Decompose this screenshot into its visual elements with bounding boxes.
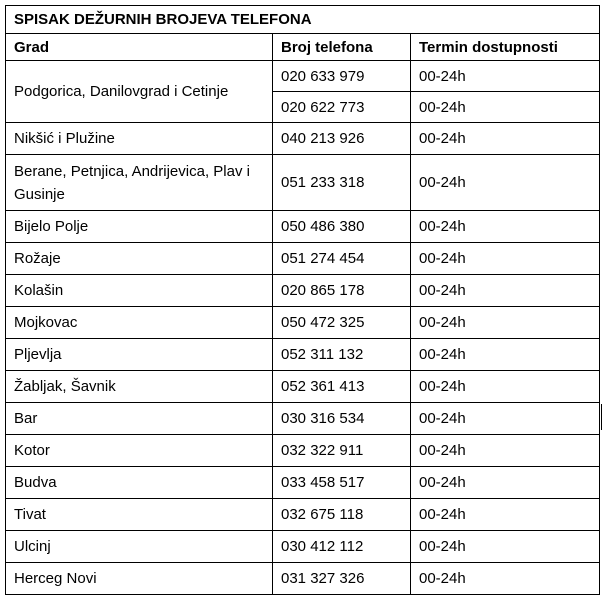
cell-city: Pljevlja — [6, 339, 273, 371]
cell-city: Podgorica, Danilovgrad i Cetinje — [6, 61, 273, 123]
header-row — [6, 34, 600, 61]
table-row — [6, 531, 600, 563]
cell-phone: 032 675 118 — [273, 499, 411, 531]
cell-hours: 00-24h — [411, 563, 600, 595]
table-row — [6, 243, 600, 275]
cell-city: Herceg Novi — [6, 563, 273, 595]
edge-divider — [601, 404, 602, 430]
cell-city: Nikšić i Plužine — [6, 123, 273, 155]
cell-city: Budva — [6, 467, 273, 499]
cell-phone: 052 311 132 — [273, 339, 411, 371]
table-row — [6, 403, 600, 435]
cell-city: Bar — [6, 403, 273, 435]
header-phone: Broj telefona — [273, 34, 411, 61]
cell-hours: 00-24h — [411, 61, 600, 92]
cell-city: Ulcinj — [6, 531, 273, 563]
cell-city: Bijelo Polje — [6, 211, 273, 243]
header-city: Grad — [6, 34, 273, 61]
cell-phone: 020 622 773 — [273, 92, 411, 123]
cell-city: Žabljak, Šavnik — [6, 371, 273, 403]
table-row — [6, 123, 600, 155]
cell-hours: 00-24h — [411, 92, 600, 123]
table-row — [6, 563, 600, 595]
cell-city: Tivat — [6, 499, 273, 531]
cell-phone: 030 412 112 — [273, 531, 411, 563]
cell-phone: 031 327 326 — [273, 563, 411, 595]
cell-hours: 00-24h — [411, 211, 600, 243]
cell-hours: 00-24h — [411, 403, 600, 435]
cell-phone: 030 316 534 — [273, 403, 411, 435]
table-row — [6, 339, 600, 371]
cell-phone: 020 865 178 — [273, 275, 411, 307]
cell-phone: 051 233 318 — [273, 155, 411, 211]
cell-phone: 051 274 454 — [273, 243, 411, 275]
cell-phone: 050 486 380 — [273, 211, 411, 243]
cell-phone: 050 472 325 — [273, 307, 411, 339]
cell-city: Berane, Petnjica, Andrijevica, Plav i Gusinje — [6, 155, 273, 211]
cell-hours: 00-24h — [411, 243, 600, 275]
cell-hours: 00-24h — [411, 499, 600, 531]
cell-hours: 00-24h — [411, 123, 600, 155]
cell-phone: 052 361 413 — [273, 371, 411, 403]
table-row — [6, 467, 600, 499]
cell-hours: 00-24h — [411, 371, 600, 403]
cell-hours: 00-24h — [411, 275, 600, 307]
cell-city: Kotor — [6, 435, 273, 467]
cell-city: Mojkovac — [6, 307, 273, 339]
cell-hours: 00-24h — [411, 467, 600, 499]
cell-city: Kolašin — [6, 275, 273, 307]
cell-phone: 032 322 911 — [273, 435, 411, 467]
cell-hours: 00-24h — [411, 531, 600, 563]
table-row — [6, 435, 600, 467]
table-row — [6, 371, 600, 403]
phone-directory-table — [5, 5, 600, 595]
header-hours: Termin dostupnosti — [411, 34, 600, 61]
cell-phone: 033 458 517 — [273, 467, 411, 499]
table-row — [6, 211, 600, 243]
table-row — [6, 155, 600, 211]
cell-hours: 00-24h — [411, 307, 600, 339]
title-row — [6, 6, 600, 34]
cell-city: Rožaje — [6, 243, 273, 275]
table-title: SPISAK DEŽURNIH BROJEVA TELEFONA — [6, 6, 600, 34]
table-row — [6, 61, 600, 92]
cell-phone: 040 213 926 — [273, 123, 411, 155]
cell-hours: 00-24h — [411, 339, 600, 371]
cell-phone: 020 633 979 — [273, 61, 411, 92]
table-row — [6, 307, 600, 339]
table-row — [6, 499, 600, 531]
cell-hours: 00-24h — [411, 155, 600, 211]
table-row — [6, 275, 600, 307]
cell-hours: 00-24h — [411, 435, 600, 467]
